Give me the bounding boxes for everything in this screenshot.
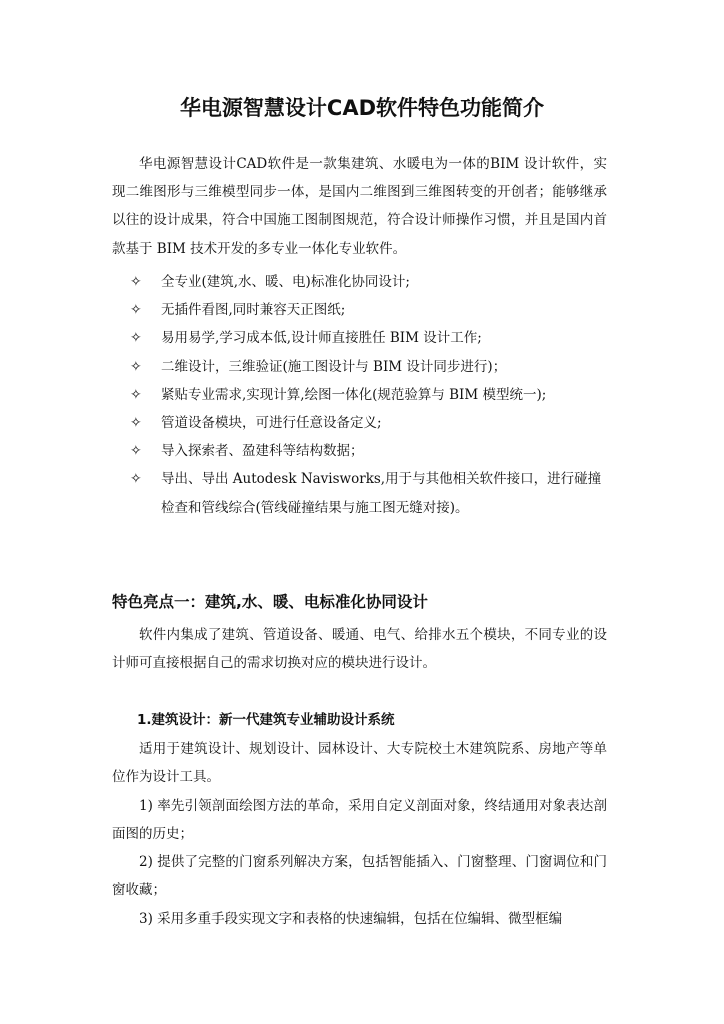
diamond-bullet-icon: ✧	[130, 302, 142, 319]
list-item: ✧ 二维设计，三维验证(施工图设计与 BIM 设计同步进行)；	[112, 353, 607, 381]
diamond-bullet-icon: ✧	[130, 443, 142, 460]
list-item: ✧ 紧贴专业需求,实现计算,绘图一体化(规范验算与 BIM 模型统一);	[112, 381, 607, 409]
section-heading: 特色亮点一：建筑,水、暖、电标准化协同设计	[112, 593, 428, 611]
list-item: ✧ 导出、导出 Autodesk Navisworks,用于与其他相关软件接口，进行碰撞检查和管线综合(管线碰撞结果与施工图无缝对接)。	[112, 465, 607, 521]
numbered-item: 1) 率先引领剖面绘图方法的革命，采用自定义剖面对象，终结通用对象表达剖面图的历史；	[112, 798, 607, 843]
diamond-bullet-icon: ✧	[130, 471, 142, 488]
subsection-paragraph: 适用于建筑设计、规划设计、园林设计、大专院校土木建筑院系、房地产等单位作为设计工具。	[112, 741, 607, 786]
list-item: ✧ 全专业(建筑,水、暖、电)标准化协同设计;	[112, 268, 607, 296]
list-item: ✧ 无插件看图,同时兼容天正图纸;	[112, 296, 607, 324]
feature-list	[112, 268, 607, 522]
diamond-bullet-icon: ✧	[130, 330, 142, 347]
numbered-item: 3) 采用多重手段实现文字和表格的快速编辑，包括在位编辑、微型框编	[139, 911, 563, 927]
diamond-bullet-icon: ✧	[130, 274, 142, 290]
diamond-bullet-icon: ✧	[130, 358, 142, 375]
section-paragraph: 软件内集成了建筑、管道设备、暖通、电气、给排水五个模块，不同专业的设计师可直接根据自己的需求切换对应的模块进行设计。	[112, 627, 607, 672]
list-item: ✧ 管道设备模块，可进行任意设备定义;	[112, 409, 607, 437]
numbered-item: 2) 提供了完整的门窗系列解决方案，包括智能插入、门窗整理、门窗调位和门窗收藏；	[112, 854, 607, 899]
list-item: ✧ 易用易学,学习成本低,设计师直接胜任 BIM 设计工作;	[112, 324, 607, 352]
intro-paragraph: 华电源智慧设计CAD软件是一款集建筑、水暖电为一体的BIM 设计软件，实现二维图形与三维模型同步一体，是国内二维图到三维图转变的开创者；能够继承以往的设计成果，符合中国施工图制图规范，符合设计师操作习惯，并且是国内首款基于 BIM 技术开发的多专业一体化专业软件。	[112, 156, 607, 257]
diamond-bullet-icon: ✧	[130, 386, 142, 403]
list-item: ✧ 导入探索者、盈建科等结构数据；	[112, 437, 607, 465]
subsection-heading: 1.建筑设计：新一代建筑专业辅助设计系统	[137, 712, 395, 728]
diamond-bullet-icon: ✧	[130, 415, 142, 432]
document-title: 华电源智慧设计CAD软件特色功能简介	[179, 96, 545, 120]
